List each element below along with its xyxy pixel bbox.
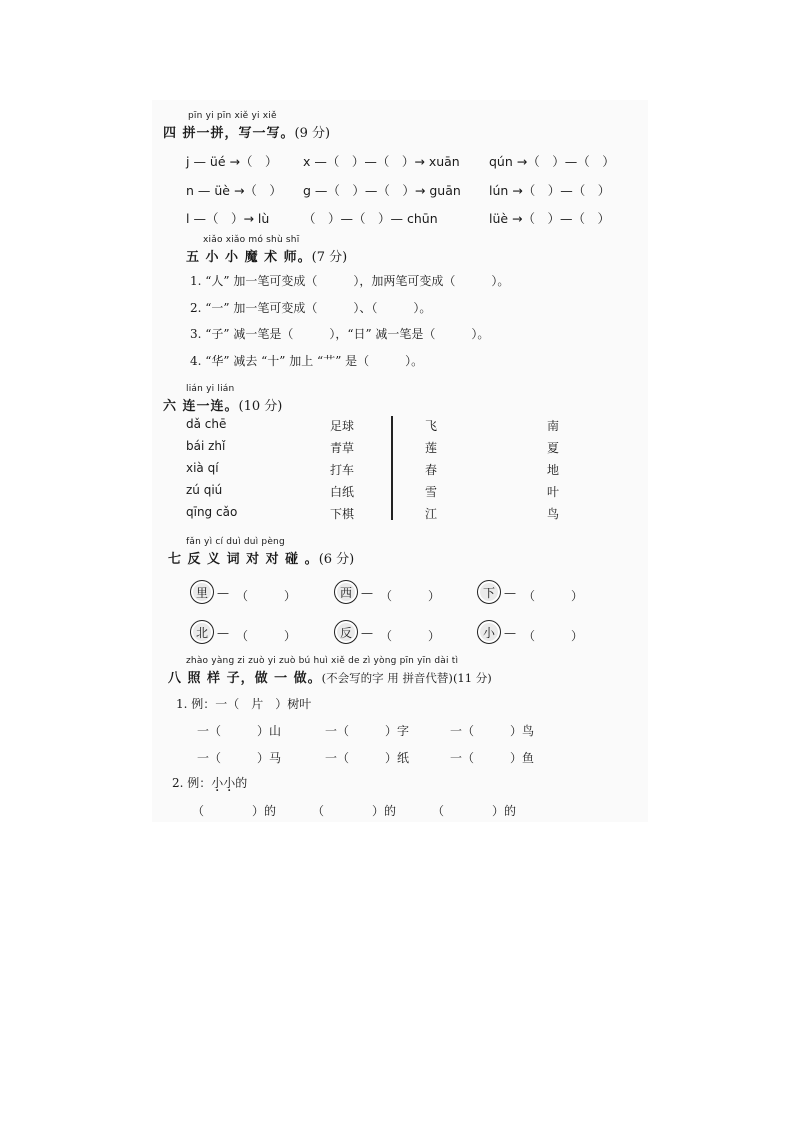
s5-pinyin: xiǎo xiǎo mó shù shī — [203, 235, 300, 245]
s5-item-3: 3. “子” 减一笔是（ ），“日” 减一笔是（ ）。 — [190, 327, 490, 341]
s6-left-pinyin-4: zú qiú — [186, 483, 223, 497]
s8-title — [168, 667, 492, 686]
s7-blank-6: （ ） — [523, 629, 584, 643]
s6-right-a-2: 莲 — [425, 441, 438, 455]
s4-title — [163, 122, 330, 141]
s7-blank-3: （ ） — [523, 589, 584, 603]
s8-title-text: 八 照 样 子，做 一 做。 — [168, 671, 322, 686]
s7-blank-1: （ ） — [236, 589, 297, 603]
s7-char-circle-6: 小 — [477, 620, 501, 644]
s6-right-a-1: 飞 — [425, 419, 438, 433]
s8-r1-c2: 一（ ）字 — [325, 724, 410, 738]
s8-r1-c1: 一（ ）山 — [197, 724, 282, 738]
s8-r2-c2: 一（ ）纸 — [325, 751, 410, 765]
s7-points: (6 分) — [318, 552, 355, 567]
s4-r3-c3: lüè →（ ）—（ ） — [489, 211, 611, 226]
s4-r1-c2: x —（ ）—（ ）→ xuān — [303, 154, 460, 169]
s5-item-4: 4. “华” 减去 “十” 加上 “艹” 是（ ）。 — [190, 354, 424, 368]
s4-r2-c2: g —（ ）—（ ）→ guān — [303, 183, 461, 198]
s6-divider — [391, 416, 393, 520]
s8-example-2-label: 2. 例： — [172, 776, 212, 790]
s4-points: (9 分) — [294, 126, 331, 141]
s6-title-text: 六 连一连。 — [163, 399, 239, 414]
s6-title — [163, 395, 282, 414]
s7-dash-3: — — [504, 586, 516, 600]
s8-r1-c3: 一（ ）鸟 — [450, 724, 535, 738]
s4-r1-c1: j — üé →（ ） — [186, 154, 278, 169]
s6-left-pinyin-3: xià qí — [186, 461, 219, 475]
s4-r2-c1: n — üè →（ ） — [186, 183, 282, 198]
s8-pinyin: zhào yàng zi zuò yi zuò bú huì xiě de zì yòng pīn yīn dài tì — [186, 656, 459, 666]
s4-r2-c3: lún →（ ）—（ ） — [489, 183, 611, 198]
s7-dash-2: — — [361, 586, 373, 600]
s8-example-1: 1. 例：一（ 片 ）树叶 — [176, 697, 312, 711]
s4-r3-c1: l —（ ）→ lù — [186, 211, 270, 226]
s7-char-circle-4: 北 — [190, 620, 214, 644]
s6-right-a-5: 江 — [425, 507, 438, 521]
s7-dash-6: — — [504, 626, 516, 640]
s6-right-a-4: 雪 — [425, 485, 438, 499]
s6-right-b-1: 南 — [547, 419, 560, 433]
s8-example-2 — [172, 774, 247, 791]
s6-left-word-3: 打车 — [330, 463, 355, 477]
s6-left-word-1: 足球 — [330, 419, 355, 433]
s7-pinyin: fǎn yì cí duì duì pèng — [186, 537, 285, 547]
s8-r3-c3: （ ）的 — [432, 804, 517, 818]
s7-char-circle-2: 西 — [334, 580, 358, 604]
s7-char-circle-5: 反 — [334, 620, 358, 644]
s8-example-2-char-b: 小 — [223, 776, 236, 790]
s6-right-b-5: 鸟 — [547, 507, 560, 521]
s6-left-pinyin-2: bái zhǐ — [186, 439, 226, 453]
s4-pinyin: pīn yi pīn xiě yi xiě — [188, 111, 277, 121]
s6-right-b-2: 夏 — [547, 441, 560, 455]
s8-r3-c1: （ ）的 — [192, 804, 277, 818]
s7-dash-4: — — [217, 626, 229, 640]
s6-right-a-3: 春 — [425, 463, 438, 477]
s8-example-2-char-c: 的 — [235, 776, 248, 790]
s5-item-1: 1. “人” 加一笔可变成（ ），加两笔可变成（ ）。 — [190, 274, 510, 288]
s6-left-word-2: 青草 — [330, 441, 355, 455]
s8-r3-c2: （ ）的 — [312, 804, 397, 818]
s7-char-circle-3: 下 — [477, 580, 501, 604]
s6-points: (10 分) — [238, 399, 283, 414]
s8-points: (11 分) — [452, 671, 492, 685]
s5-item-2: 2. “一” 加一笔可变成（ ）、（ ）。 — [190, 301, 432, 315]
s8-r2-c1: 一（ ）马 — [197, 751, 282, 765]
s8-r2-c3: 一（ ）鱼 — [450, 751, 535, 765]
s5-title — [186, 246, 347, 265]
s8-note: (不会写的字 用 拼音代替) — [321, 671, 453, 685]
s7-dash-1: — — [217, 586, 229, 600]
s6-right-b-3: 地 — [547, 463, 560, 477]
s6-left-word-4: 白纸 — [330, 485, 355, 499]
s6-left-pinyin-1: dǎ chē — [186, 417, 227, 431]
s4-r1-c3: qún →（ ）—（ ） — [489, 154, 615, 169]
s7-blank-2: （ ） — [380, 589, 441, 603]
s7-dash-5: — — [361, 626, 373, 640]
s6-left-pinyin-5: qīng cǎo — [186, 505, 238, 519]
s7-blank-4: （ ） — [236, 629, 297, 643]
s4-r3-c2: （ ）—（ ）— chūn — [303, 211, 438, 226]
s7-title-text: 七 反 义 词 对 对 碰 。 — [168, 552, 319, 567]
s7-char-circle-1: 里 — [190, 580, 214, 604]
s8-example-2-char-a: 小 — [211, 776, 224, 790]
s6-left-word-5: 下棋 — [330, 507, 355, 521]
s7-title — [168, 548, 354, 567]
s6-pinyin: lián yi lián — [186, 384, 235, 394]
s5-title-text: 五 小 小 魔 术 师。 — [186, 250, 312, 265]
s6-right-b-4: 叶 — [547, 485, 560, 499]
s4-title-text: 四 拼一拼，写一写。 — [163, 126, 295, 141]
s5-points: (7 分) — [311, 250, 348, 265]
s7-blank-5: （ ） — [380, 629, 441, 643]
